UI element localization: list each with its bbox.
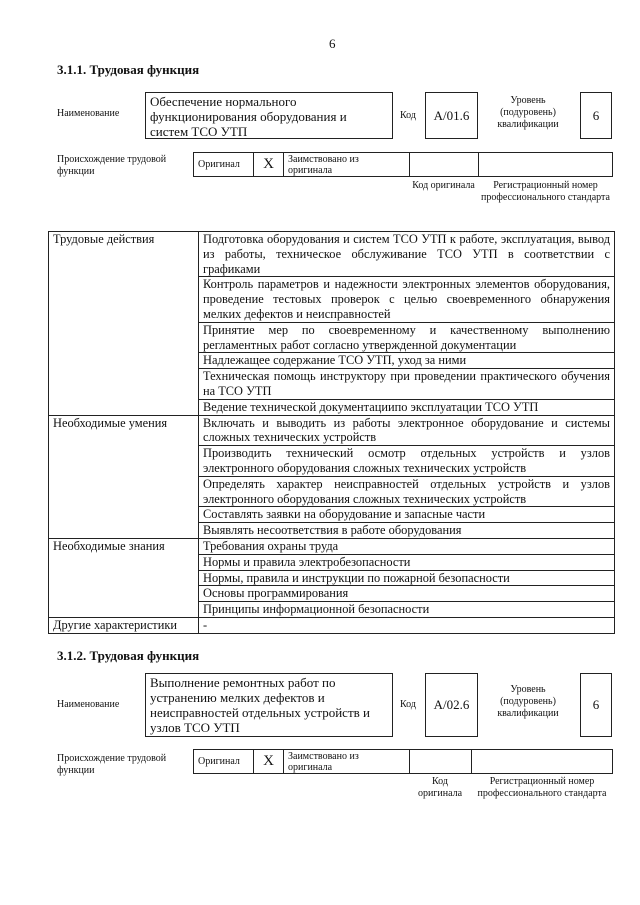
reg-number-caption: Регистрационный номер профессионального стандарта — [477, 776, 607, 799]
function-code-box: A/01.6 — [425, 92, 478, 139]
qualification-level-box: 6 — [580, 92, 612, 139]
knowledge-item: Требования охраны труда — [199, 538, 615, 554]
table-row — [49, 232, 615, 277]
qualification-level-label: Уровень (подуровень) квалификации — [497, 95, 559, 130]
name-label: Наименование — [57, 699, 120, 710]
reg-number-caption: Регистрационный номер профессионального стандарта — [481, 180, 610, 203]
original-mark: X — [254, 750, 284, 773]
other-characteristics-label: Другие характеристики — [49, 617, 199, 633]
other-characteristics-value: - — [199, 617, 615, 633]
labor-action-item: Принятие мер по своевременному и качественному выполнению регламентных работ согласно утвержденной документации — [199, 322, 615, 353]
function-name-box: Выполнение ремонтных работ по устранению мелких дефектов и неисправностей отдельных устройств и узлов ТСО УТП — [145, 673, 393, 737]
origin-label: Происхождение трудовой функции — [57, 753, 167, 776]
skill-item: Составлять заявки на оборудование и запасные части — [199, 507, 615, 523]
knowledge-item: Нормы и правила электробезопасности — [199, 554, 615, 570]
original-label: Оригинал — [194, 153, 254, 176]
section-title-3-1-1: 3.1.1. Трудовая функция — [57, 62, 200, 77]
borrowed-label: Заимствовано из оригинала — [284, 153, 410, 176]
qualification-level-box: 6 — [580, 673, 612, 737]
reg-number-cell — [479, 153, 612, 176]
original-code-cell — [410, 750, 472, 773]
knowledge-item: Основы программирования — [199, 586, 615, 602]
section-title-3-1-2: 3.1.2. Трудовая функция — [57, 648, 200, 663]
reg-number-cell — [472, 750, 612, 773]
name-label: Наименование — [57, 108, 120, 119]
labor-actions-label: Трудовые действия — [49, 232, 199, 416]
skill-item: Определять характер неисправностей отдельных устройств и узлов электронного оборудования сложных технических устройств — [199, 476, 615, 507]
labor-action-item: Подготовка оборудования и систем ТСО УТП к работе, эксплуатация, вывод из работы, техническое обслуживание ТСО УТП в соответствии с графиками — [199, 232, 615, 277]
page-number: 6 — [329, 36, 336, 51]
function-code-box: A/02.6 — [425, 673, 478, 737]
function-details-table — [48, 231, 615, 634]
origin-row — [193, 749, 613, 774]
table-row — [49, 538, 615, 554]
table-row — [49, 415, 615, 446]
original-label: Оригинал — [194, 750, 254, 773]
qualification-level-label: Уровень (подуровень) квалификации — [497, 684, 559, 719]
required-skills-label: Необходимые умения — [49, 415, 199, 538]
original-code-caption: Код оригинала — [412, 180, 475, 191]
borrowed-label: Заимствовано из оригинала — [284, 750, 410, 773]
code-label: Код — [400, 699, 416, 710]
skill-item: Производить технический осмотр отдельных устройств и узлов электронного оборудования сложных технических устройств — [199, 446, 615, 477]
original-mark: X — [254, 153, 284, 176]
labor-action-item: Ведение технической документациипо эксплуатации ТСО УТП — [199, 399, 615, 415]
original-code-caption: Код оригинала — [417, 776, 463, 799]
code-label: Код — [400, 110, 416, 121]
skill-item: Включать и выводить из работы электронное оборудование и системы сложных технических устройств — [199, 415, 615, 446]
origin-label: Происхождение трудовой функции — [57, 154, 167, 177]
table-row — [49, 617, 615, 633]
labor-action-item: Техническая помощь инструктору при проведении практического обучения на ТСО УТП — [199, 369, 615, 400]
knowledge-item: Нормы, правила и инструкции по пожарной безопасности — [199, 570, 615, 586]
required-knowledge-label: Необходимые знания — [49, 538, 199, 617]
function-name-box: Обеспечение нормального функционирования оборудования и систем ТСО УТП — [145, 92, 393, 139]
knowledge-item: Принципы информационной безопасности — [199, 602, 615, 618]
skill-item: Выявлять несоответствия в работе оборудования — [199, 523, 615, 539]
labor-action-item: Контроль параметров и надежности электронных элементов оборудования, проведение тестовых проверок с целью своевременного обнаружения мелких дефектов и неисправностей — [199, 277, 615, 322]
labor-action-item: Надлежащее содержание ТСО УТП, уход за ними — [199, 353, 615, 369]
origin-row — [193, 152, 613, 177]
original-code-cell — [410, 153, 479, 176]
